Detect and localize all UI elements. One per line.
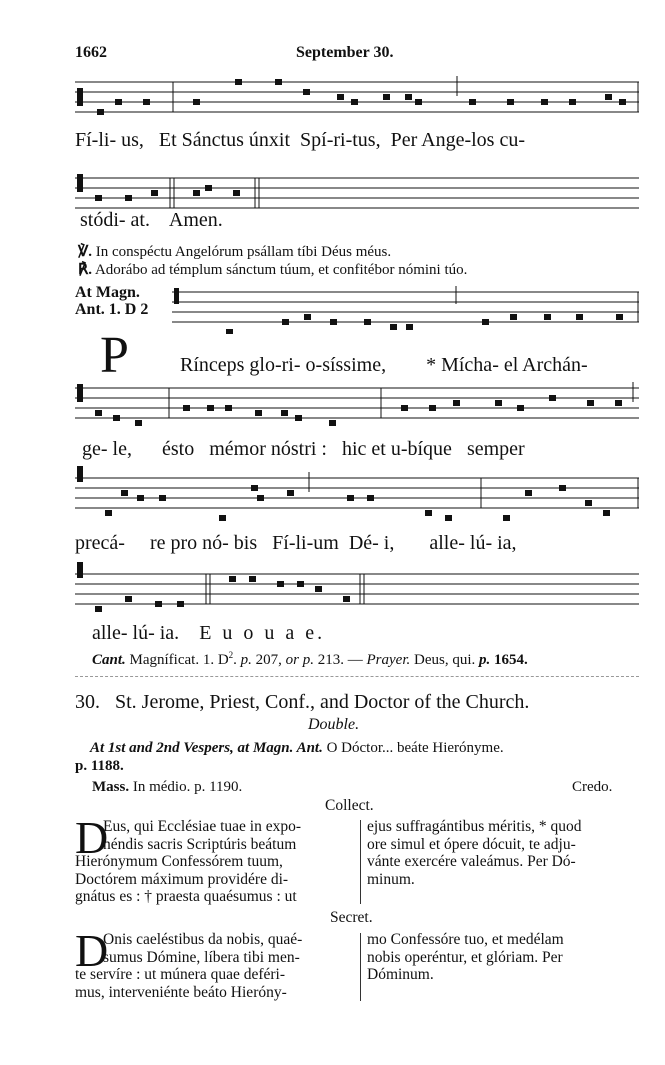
antiphon-label: At Magn. (75, 284, 140, 301)
lyric-line: Fí-li- us, Et Sánctus únxit Spí-ri-tus, Per Ange-los cu- (75, 129, 525, 151)
feast-title: 30. St. Jerome, Priest, Conf., and Doctor of the Church. (75, 691, 530, 713)
credo: Credo. (572, 779, 613, 795)
collect-left-column: Eus, qui Ecclésiae tuae in expo- néndis sacris Scriptúris beátum Hierónymum Confessórem tuum, Doctórem máximum providére di- gnátus es : † praesta quaésumus : ut (75, 818, 301, 905)
lyric-line: Rínceps glo-ri- o-síssime, * Mícha- el Archán- (180, 354, 588, 376)
secret-initial: D (75, 925, 109, 976)
lyric-line: precá- re pro nó- bis Fí-li-um Dé- i, alle- lú- ia, (75, 532, 517, 554)
antiphon-mode: Ant. 1. D 2 (75, 301, 149, 318)
chant-staff-4 (75, 376, 639, 432)
collect-heading: Collect. (325, 797, 374, 814)
column-divider (360, 933, 361, 1001)
vespers-page: p. 1188. (75, 758, 124, 774)
chant-staff-6 (75, 562, 639, 618)
secret-right-column: mo Confessóre tuo, et medélam nobis operéntur, et glóriam. Per Dóminum. (367, 931, 564, 983)
response: ℟. Adorábo ad témplum sánctum túum, et confitébor nómini túo. (78, 262, 468, 278)
collect-initial: D (75, 812, 109, 863)
antiphon-initial: P (100, 327, 129, 384)
running-title: September 30. (296, 44, 394, 61)
lyric-line: stódi- at. Amen. (80, 209, 223, 231)
canticle-rubric: Cant. Magníficat. 1. $D^2$. p. 207, or p. 213. — Prayer. Deus, qui. p. 1654. (92, 650, 528, 668)
versicle: ℣. In conspéctu Angelórum psállam tíbi Déus méus. (78, 244, 392, 260)
column-divider (360, 820, 361, 904)
feast-rank: Double. (308, 716, 360, 733)
secret-heading: Secret. (330, 909, 373, 926)
vespers-rubric: At 1st and 2nd Vespers, at Magn. Ant. O Dóctor... beáte Hierónyme. (90, 740, 504, 756)
mass-rubric: Mass. In médio. p. 1190. (92, 779, 243, 795)
chant-staff-1 (75, 72, 639, 124)
secret-left-column: Onis caeléstibus da nobis, quaé- sumus Dómine, líbera tibi men- te servíre : ut múnera quae deféri- mus, interveniénte beáto Hieróny- (75, 931, 303, 1001)
divider (75, 676, 639, 677)
lyric-line: ge- le, ésto mémor nóstri : hic et u-bíque semper (82, 438, 525, 460)
chant-staff-3 (172, 282, 639, 334)
chant-staff-5 (75, 466, 639, 526)
collect-right-column: ejus suffragántibus méritis, * quod ore simul et ópere dócuit, te adju- vánte exercére valeámus. Per Dó- minum. (367, 818, 582, 888)
lyric-line: alle- lú- ia. E u o u a e. (92, 622, 326, 644)
page-number: 1662 (75, 44, 107, 61)
